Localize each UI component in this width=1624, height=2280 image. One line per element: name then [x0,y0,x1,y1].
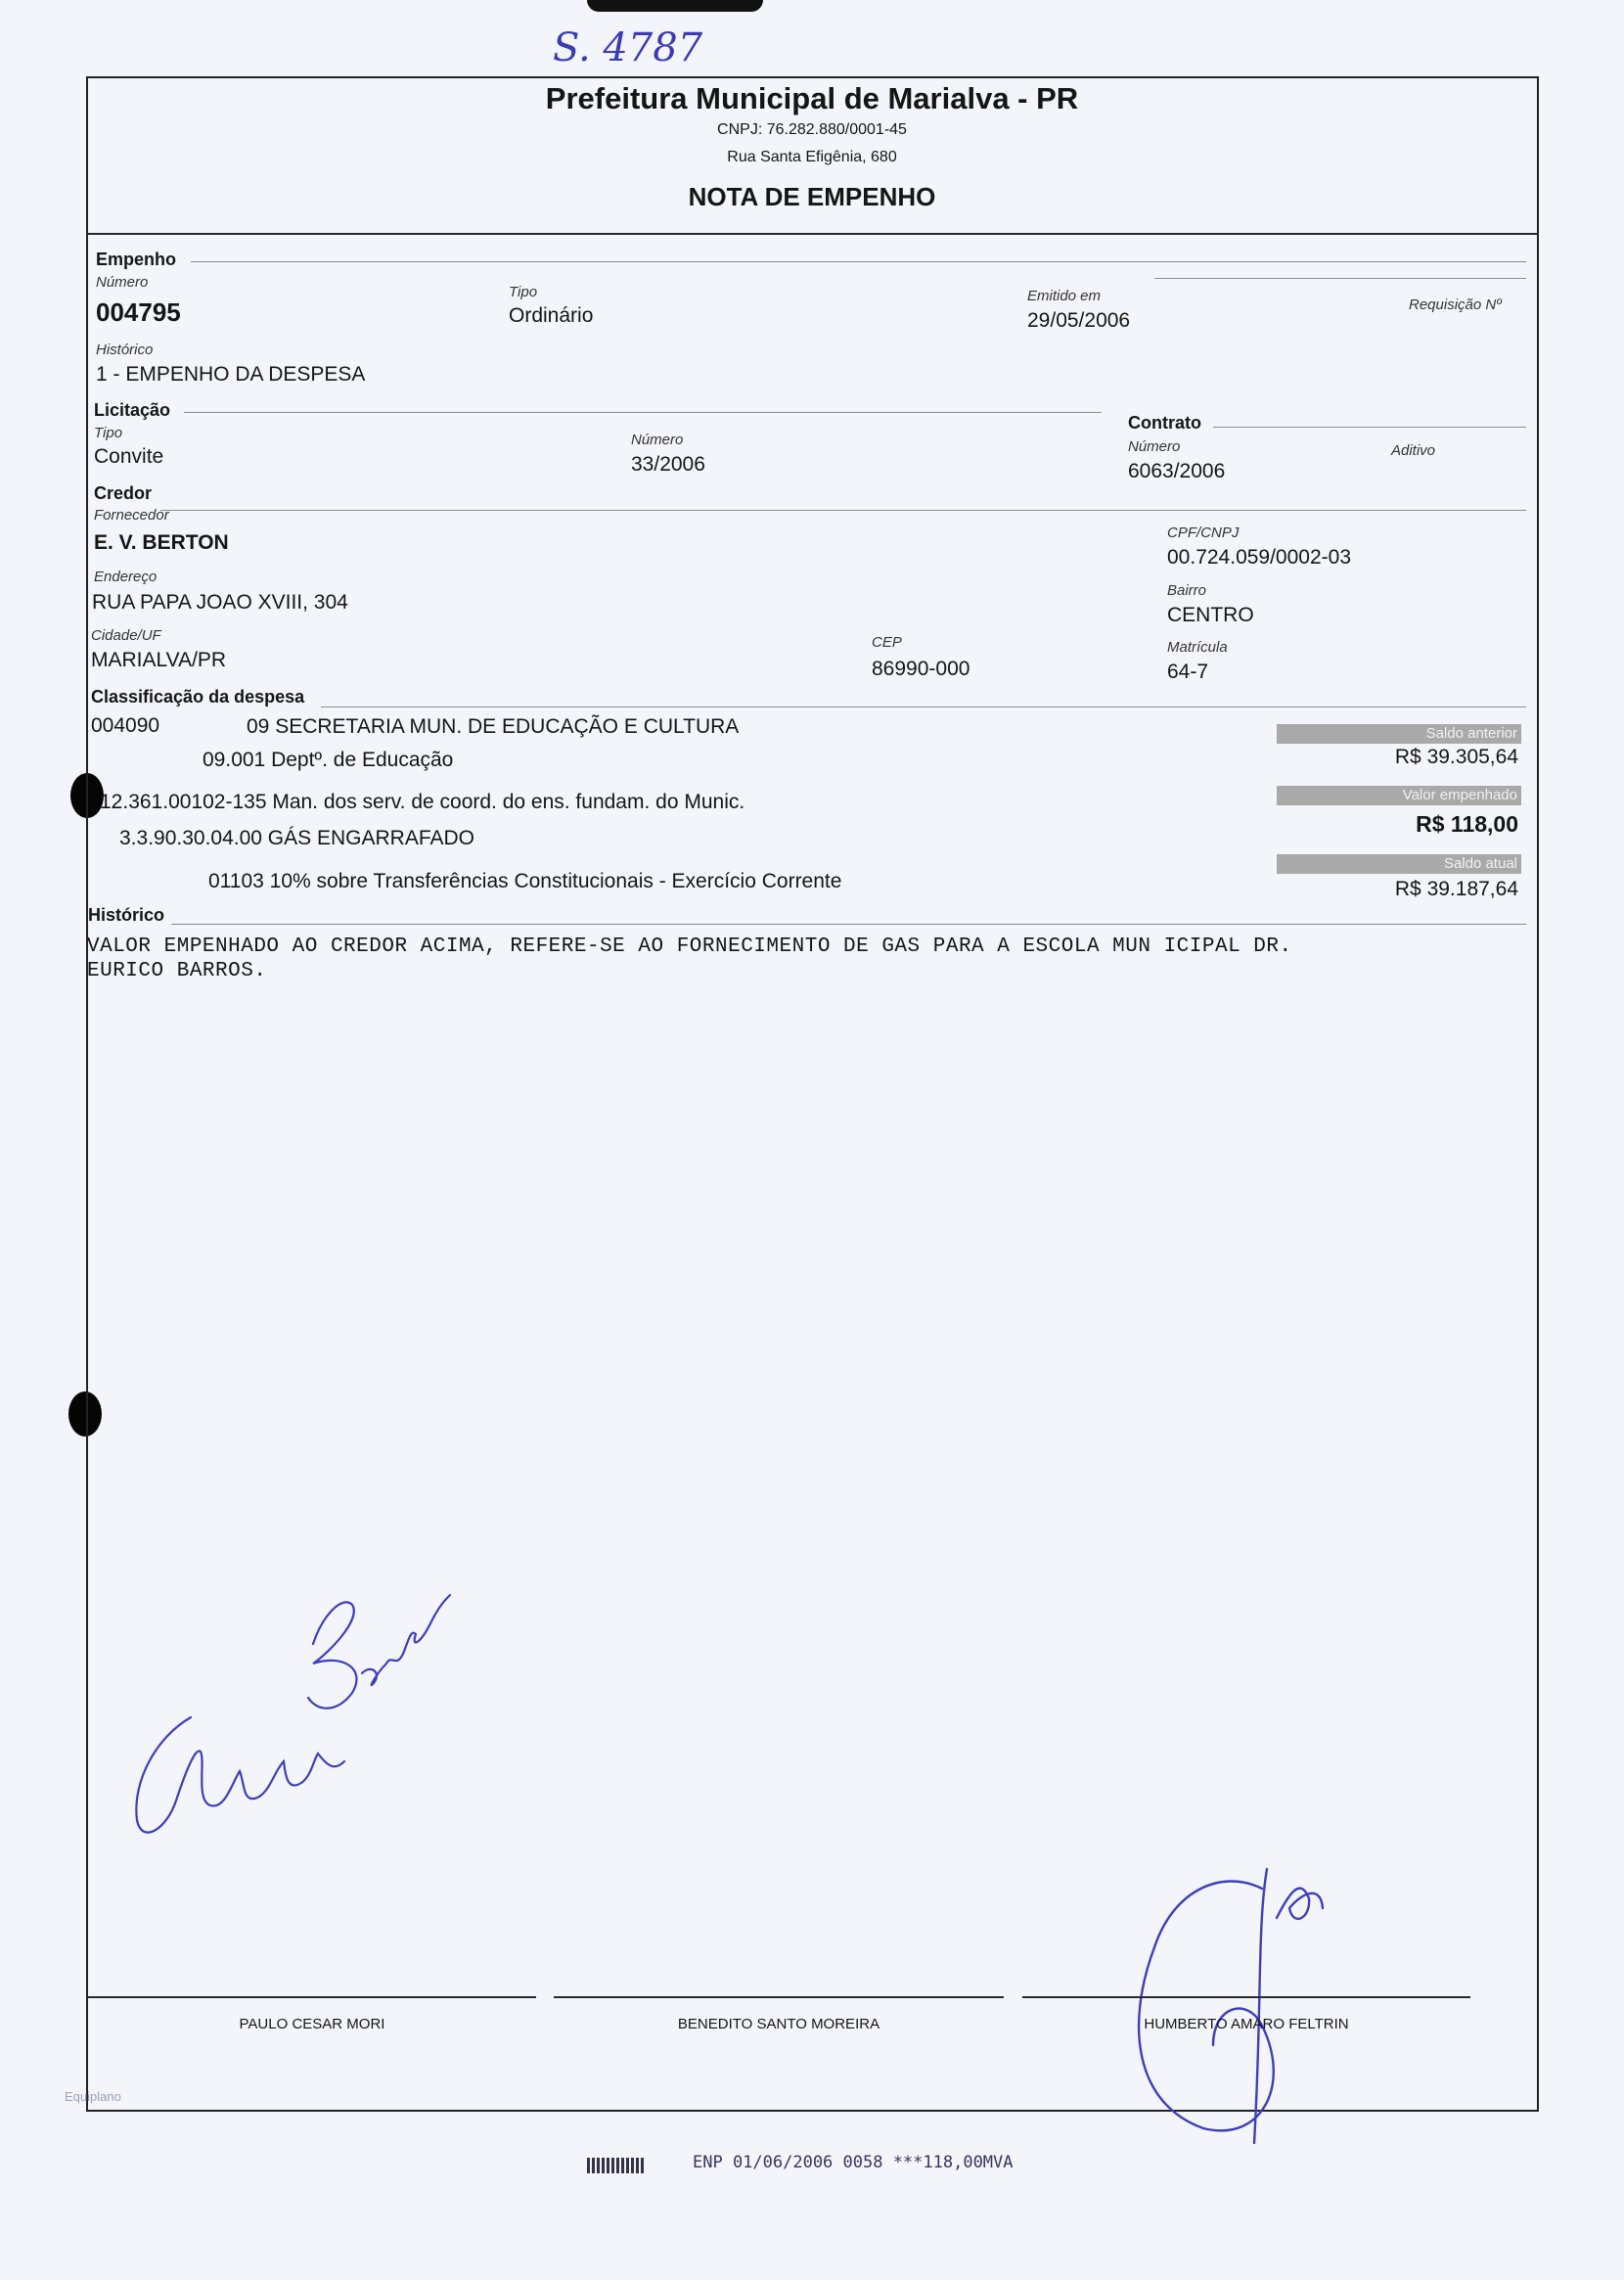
signature-name-1: PAULO CESAR MORI [239,2016,385,2032]
classificacao-code: 004090 [91,714,160,737]
signature-line-1 [88,1996,536,1998]
contrato-section-title: Contrato [1128,413,1201,433]
cidade: MARIALVA/PR [91,649,227,671]
classificacao-secretaria: 09 SECRETARIA MUN. DE EDUCAÇÃO E CULTURA [247,715,740,738]
signature-line-2 [554,1996,1004,1998]
empenho-historico-label: Histórico [96,342,154,358]
licitacao-tipo-label: Tipo [94,425,123,441]
signature-name-2: BENEDITO SANTO MOREIRA [677,2016,880,2032]
valor-empenhado-label: Valor empenhado [1277,786,1521,805]
signature-line-3 [1022,1996,1470,1998]
classificacao-elemento: 3.3.90.30.04.00 GÁS ENGARRAFADO [119,827,475,849]
emitido-date: 29/05/2006 [1027,309,1131,332]
historico-line-2: EURICO BARROS. [87,960,267,982]
cpf-value: 00.724.059/0002-03 [1167,546,1352,569]
empenho-rule [191,261,1526,262]
fornecedor-label: Fornecedor [94,507,169,524]
credor-section-title: Credor [94,483,153,503]
contrato-rule [1213,427,1526,428]
cpf-label: CPF/CNPJ [1167,524,1240,541]
licitacao-rule [184,412,1102,413]
empenho-numero-label: Número [96,274,149,291]
empenho-tipo-label: Tipo [509,284,538,300]
handwritten-number: S. 4787 [553,25,703,70]
matricula-label: Matrícula [1167,639,1228,656]
contrato-numero-label: Número [1128,438,1181,455]
page-title: Prefeitura Municipal de Marialva - PR [545,81,1079,115]
signature-name-3: HUMBERTO AMARO FELTRIN [1144,2016,1349,2032]
licitacao-tipo: Convite [94,445,164,468]
fornecedor: E. V. BERTON [94,531,229,554]
saldo-atual-value: R$ 39.187,64 [1394,878,1518,900]
loop-signature [1066,1849,1379,2163]
historico-section-title: Histórico [88,905,165,925]
cep-label: CEP [872,634,902,651]
cep: 86990-000 [872,658,970,680]
licitacao-numero-label: Número [631,432,684,448]
handwritten-signature [117,1527,470,1859]
licitacao-numero: 33/2006 [631,453,705,476]
cidade-label: Cidade/UF [91,627,161,644]
scan-blot [587,0,763,12]
footer-stamp-mark [587,2158,646,2173]
footer-stamp: ENP 01/06/2006 0058 ***118,00MVA [693,2153,1014,2172]
cnpj-line: CNPJ: 76.282.880/0001-45 [717,121,907,138]
matricula: 64-7 [1167,661,1209,683]
bairro: CENTRO [1167,604,1254,626]
requisicao-label: Requisição Nº [1409,296,1502,313]
licitacao-section-title: Licitação [94,400,171,420]
endereco: RUA PAPA JOAO XVIII, 304 [92,591,348,614]
empenho-historico: 1 - EMPENHO DA DESPESA [96,363,366,386]
aditivo-label: Aditivo [1391,442,1436,459]
classificacao-departamento: 09.001 Deptº. de Educação [203,749,454,771]
contrato-numero: 6063/2006 [1128,460,1226,482]
valor-empenhado-value: R$ 118,00 [1416,811,1518,837]
classificacao-section-title: Classificação da despesa [91,687,305,707]
empenho-numero: 004795 [96,297,181,327]
classificacao-programa: 12.361.00102-135 Man. dos serv. de coord. do ens. fundam. do Munic. [100,791,745,813]
credor-rule [160,510,1526,511]
bairro-label: Bairro [1167,582,1207,599]
emitido-label: Emitido em [1027,288,1102,304]
saldo-anterior-label: Saldo anterior [1277,724,1521,744]
doc-title: NOTA DE EMPENHO [688,182,936,211]
empenho-rule-right [1154,278,1526,279]
endereco-label: Endereço [94,569,158,585]
header-divider [86,233,1539,235]
classificacao-fonte: 01103 10% sobre Transferências Constitucionais - Exercício Corrente [208,870,842,892]
footer-brand: Equiplano [65,2089,121,2104]
empenho-tipo: Ordinário [509,304,594,327]
address-line: Rua Santa Efigênia, 680 [727,149,897,165]
saldo-atual-label: Saldo atual [1277,854,1521,874]
saldo-anterior-value: R$ 39.305,64 [1394,746,1518,768]
empenho-section-title: Empenho [96,250,177,269]
historico-rule [171,924,1526,925]
historico-line-1: VALOR EMPENHADO AO CREDOR ACIMA, REFERE-SE AO FORNECIMENTO DE GAS PARA A ESCOLA MUN ICIPAL DR. [87,935,1292,958]
